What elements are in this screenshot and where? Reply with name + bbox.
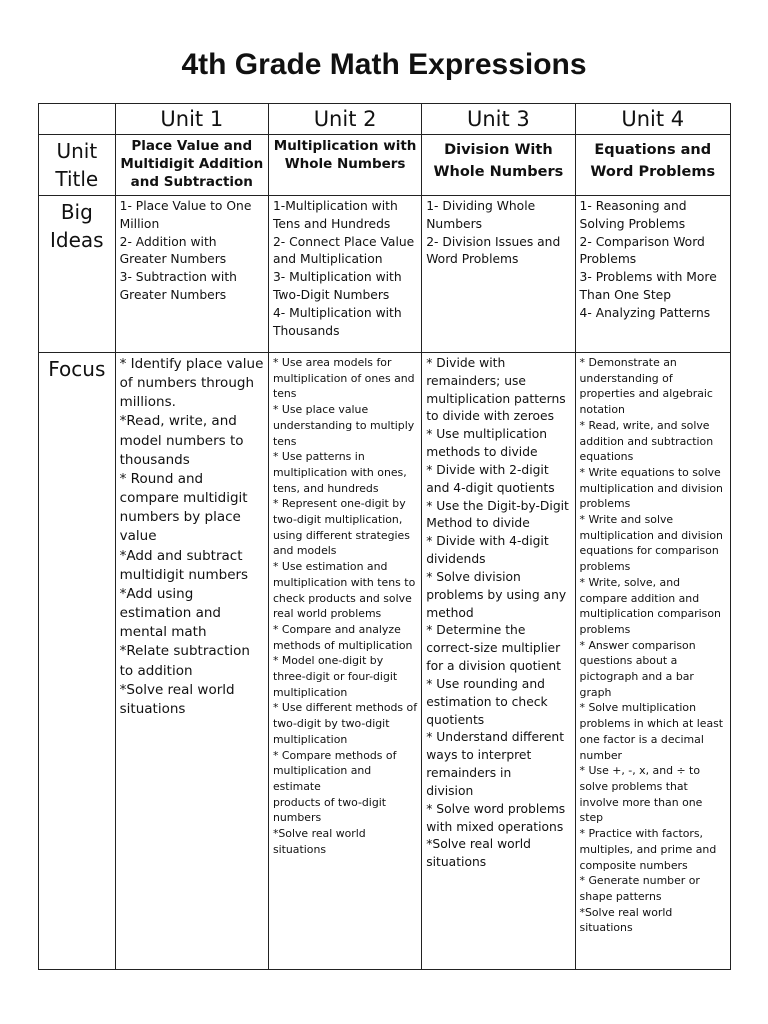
corner-cell bbox=[39, 104, 116, 135]
list-item: * Answer comparison questions about a pictograph and a bar graph bbox=[579, 638, 696, 699]
list-item: *Solve real world situations bbox=[119, 681, 235, 717]
list-item: *Solve real world situations bbox=[426, 837, 531, 870]
list-item: * Write equations to solve multiplication and division problems bbox=[579, 465, 723, 511]
curriculum-table bbox=[38, 103, 731, 970]
list-item: * Model one-digit by three-digit or four-digit multiplication bbox=[272, 654, 398, 699]
list-item: * Identify place value of numbers through millions. bbox=[119, 356, 264, 411]
list-item: 4- Analyzing Patterns bbox=[579, 305, 711, 320]
unit-header: Unit 3 bbox=[422, 104, 575, 135]
list-item: 3- Subtraction with Greater Numbers bbox=[119, 270, 237, 303]
row-label-focus: Focus bbox=[39, 353, 116, 970]
row-label-big-ideas bbox=[39, 196, 116, 353]
unit-title-cell: Equations and Word Problems bbox=[575, 135, 730, 196]
list-item: 2- Addition with Greater Numbers bbox=[119, 234, 227, 267]
list-item: *Relate subtraction to addition bbox=[119, 643, 250, 679]
unit-title-cell: Multiplication with Whole Numbers bbox=[268, 135, 421, 196]
unit-header: Unit 1 bbox=[115, 104, 268, 135]
list-item: * Use place value understanding to multiply tens bbox=[272, 403, 415, 448]
focus-cell bbox=[115, 353, 268, 970]
list-item: *Add and subtract multidigit numbers bbox=[119, 547, 249, 583]
list-item: products of two-digit numbers bbox=[272, 795, 387, 825]
list-item: * Use the Digit-by-Digit Method to divide bbox=[426, 498, 569, 531]
list-item: 1-Multiplication with Tens and Hundreds bbox=[272, 199, 398, 231]
row-label-line: Unit bbox=[56, 139, 98, 163]
big-ideas-row bbox=[39, 196, 731, 353]
big-ideas-cell bbox=[422, 196, 575, 353]
list-item: 4- Multiplication with Thousands bbox=[272, 305, 402, 338]
list-item: 1- Place Value to One Million bbox=[119, 199, 252, 231]
unit-title-cell: Division With Whole Numbers bbox=[422, 135, 575, 196]
list-item: 2- Division Issues and Word Problems bbox=[426, 234, 561, 267]
row-label-unit-title bbox=[39, 135, 116, 196]
list-item: * Write and solve multiplication and division equations for comparison problems bbox=[579, 513, 723, 574]
list-item: * Understand different ways to interpret remainders in bbox=[426, 730, 565, 781]
list-item: 1- Reasoning and Solving Problems bbox=[579, 199, 687, 231]
focus-cell bbox=[268, 353, 421, 970]
list-item: * Compare and analyze methods of multiplication bbox=[272, 622, 413, 652]
big-ideas-cell bbox=[575, 196, 730, 353]
row-label-line: Big bbox=[60, 200, 93, 224]
unit-header: Unit 2 bbox=[268, 104, 421, 135]
big-ideas-cell bbox=[115, 196, 268, 353]
list-item: division bbox=[426, 783, 474, 798]
list-item: * Use area models for multiplication of ones and tens bbox=[272, 356, 415, 401]
list-item: 1- Dividing Whole Numbers bbox=[426, 199, 536, 231]
document-title: 4th Grade Math Expressions bbox=[181, 48, 587, 81]
list-item: * Use rounding and estimation to check quotients bbox=[426, 676, 548, 727]
list-item: * Solve division problems by using any method bbox=[426, 569, 567, 620]
big-ideas-cell bbox=[268, 196, 421, 353]
row-label-line: Ideas bbox=[50, 228, 104, 252]
unit-title-cell: Place Value and Multidigit Addition and Subtraction bbox=[115, 135, 268, 196]
unit-title-row bbox=[39, 135, 731, 196]
list-item: * Divide with 2-digit and 4-digit quotients bbox=[426, 462, 555, 495]
list-item: * Divide with 4-digit dividends bbox=[426, 534, 549, 567]
focus-cell bbox=[422, 353, 575, 970]
list-item: * Use multiplication methods to divide bbox=[426, 427, 548, 460]
row-label-line: Title bbox=[55, 167, 99, 191]
unit-header: Unit 4 bbox=[575, 104, 730, 135]
list-item: * Determine the correct-size multiplier for a division quotient bbox=[426, 623, 562, 674]
list-item: *Add using estimation and mental math bbox=[119, 585, 221, 641]
list-item: 3- Problems with More Than One Step bbox=[579, 270, 717, 303]
list-item: *Read, write, and model numbers to thousands bbox=[119, 413, 244, 468]
list-item: * Use estimation and multiplication with tens to check products and solve real world problems bbox=[272, 560, 416, 621]
list-item: * Practice with factors, multiples, and prime and composite numbers bbox=[579, 827, 717, 872]
list-item: * Write, solve, and compare addition and multiplication comparison problems bbox=[579, 575, 721, 636]
list-item: 2- Comparison Word Problems bbox=[579, 234, 705, 267]
list-item: * Round and compare multidigit numbers by place value bbox=[119, 470, 248, 545]
list-item: * Solve word problems with mixed operations bbox=[426, 801, 566, 834]
list-item: *Solve real world situations bbox=[579, 905, 673, 935]
list-item: *Solve real world situations bbox=[272, 827, 366, 856]
list-item: 2- Connect Place Value and Multiplication bbox=[272, 234, 415, 267]
list-item: * Use different methods of two-digit by two-digit multiplication bbox=[272, 701, 418, 746]
focus-cell bbox=[575, 353, 730, 970]
list-item: * Solve multiplication problems in which at least one factor is a decimal number bbox=[579, 701, 724, 762]
list-item: * Read, write, and solve addition and subtraction equations bbox=[579, 418, 714, 464]
list-item: 3- Multiplication with Two-Digit Numbers bbox=[272, 270, 402, 303]
focus-row bbox=[39, 353, 731, 970]
list-item: * Use patterns in multiplication with ones, tens, and hundreds bbox=[272, 450, 407, 495]
unit-header-row bbox=[39, 104, 731, 135]
list-item: * Use +, -, x, and ÷ to solve problems that involve more than one step bbox=[579, 764, 703, 825]
list-item: * Represent one-digit by two-digit multiplication, using different strategies and models bbox=[272, 497, 410, 558]
list-item: * Generate number or shape patterns bbox=[579, 874, 700, 903]
list-item: * Demonstrate an understanding of properties and algebraic notation bbox=[579, 356, 713, 417]
list-item: * Divide with remainders; use multiplication patterns to divide with zeroes bbox=[426, 356, 566, 424]
list-item: * Compare methods of multiplication and estimate bbox=[272, 748, 397, 793]
